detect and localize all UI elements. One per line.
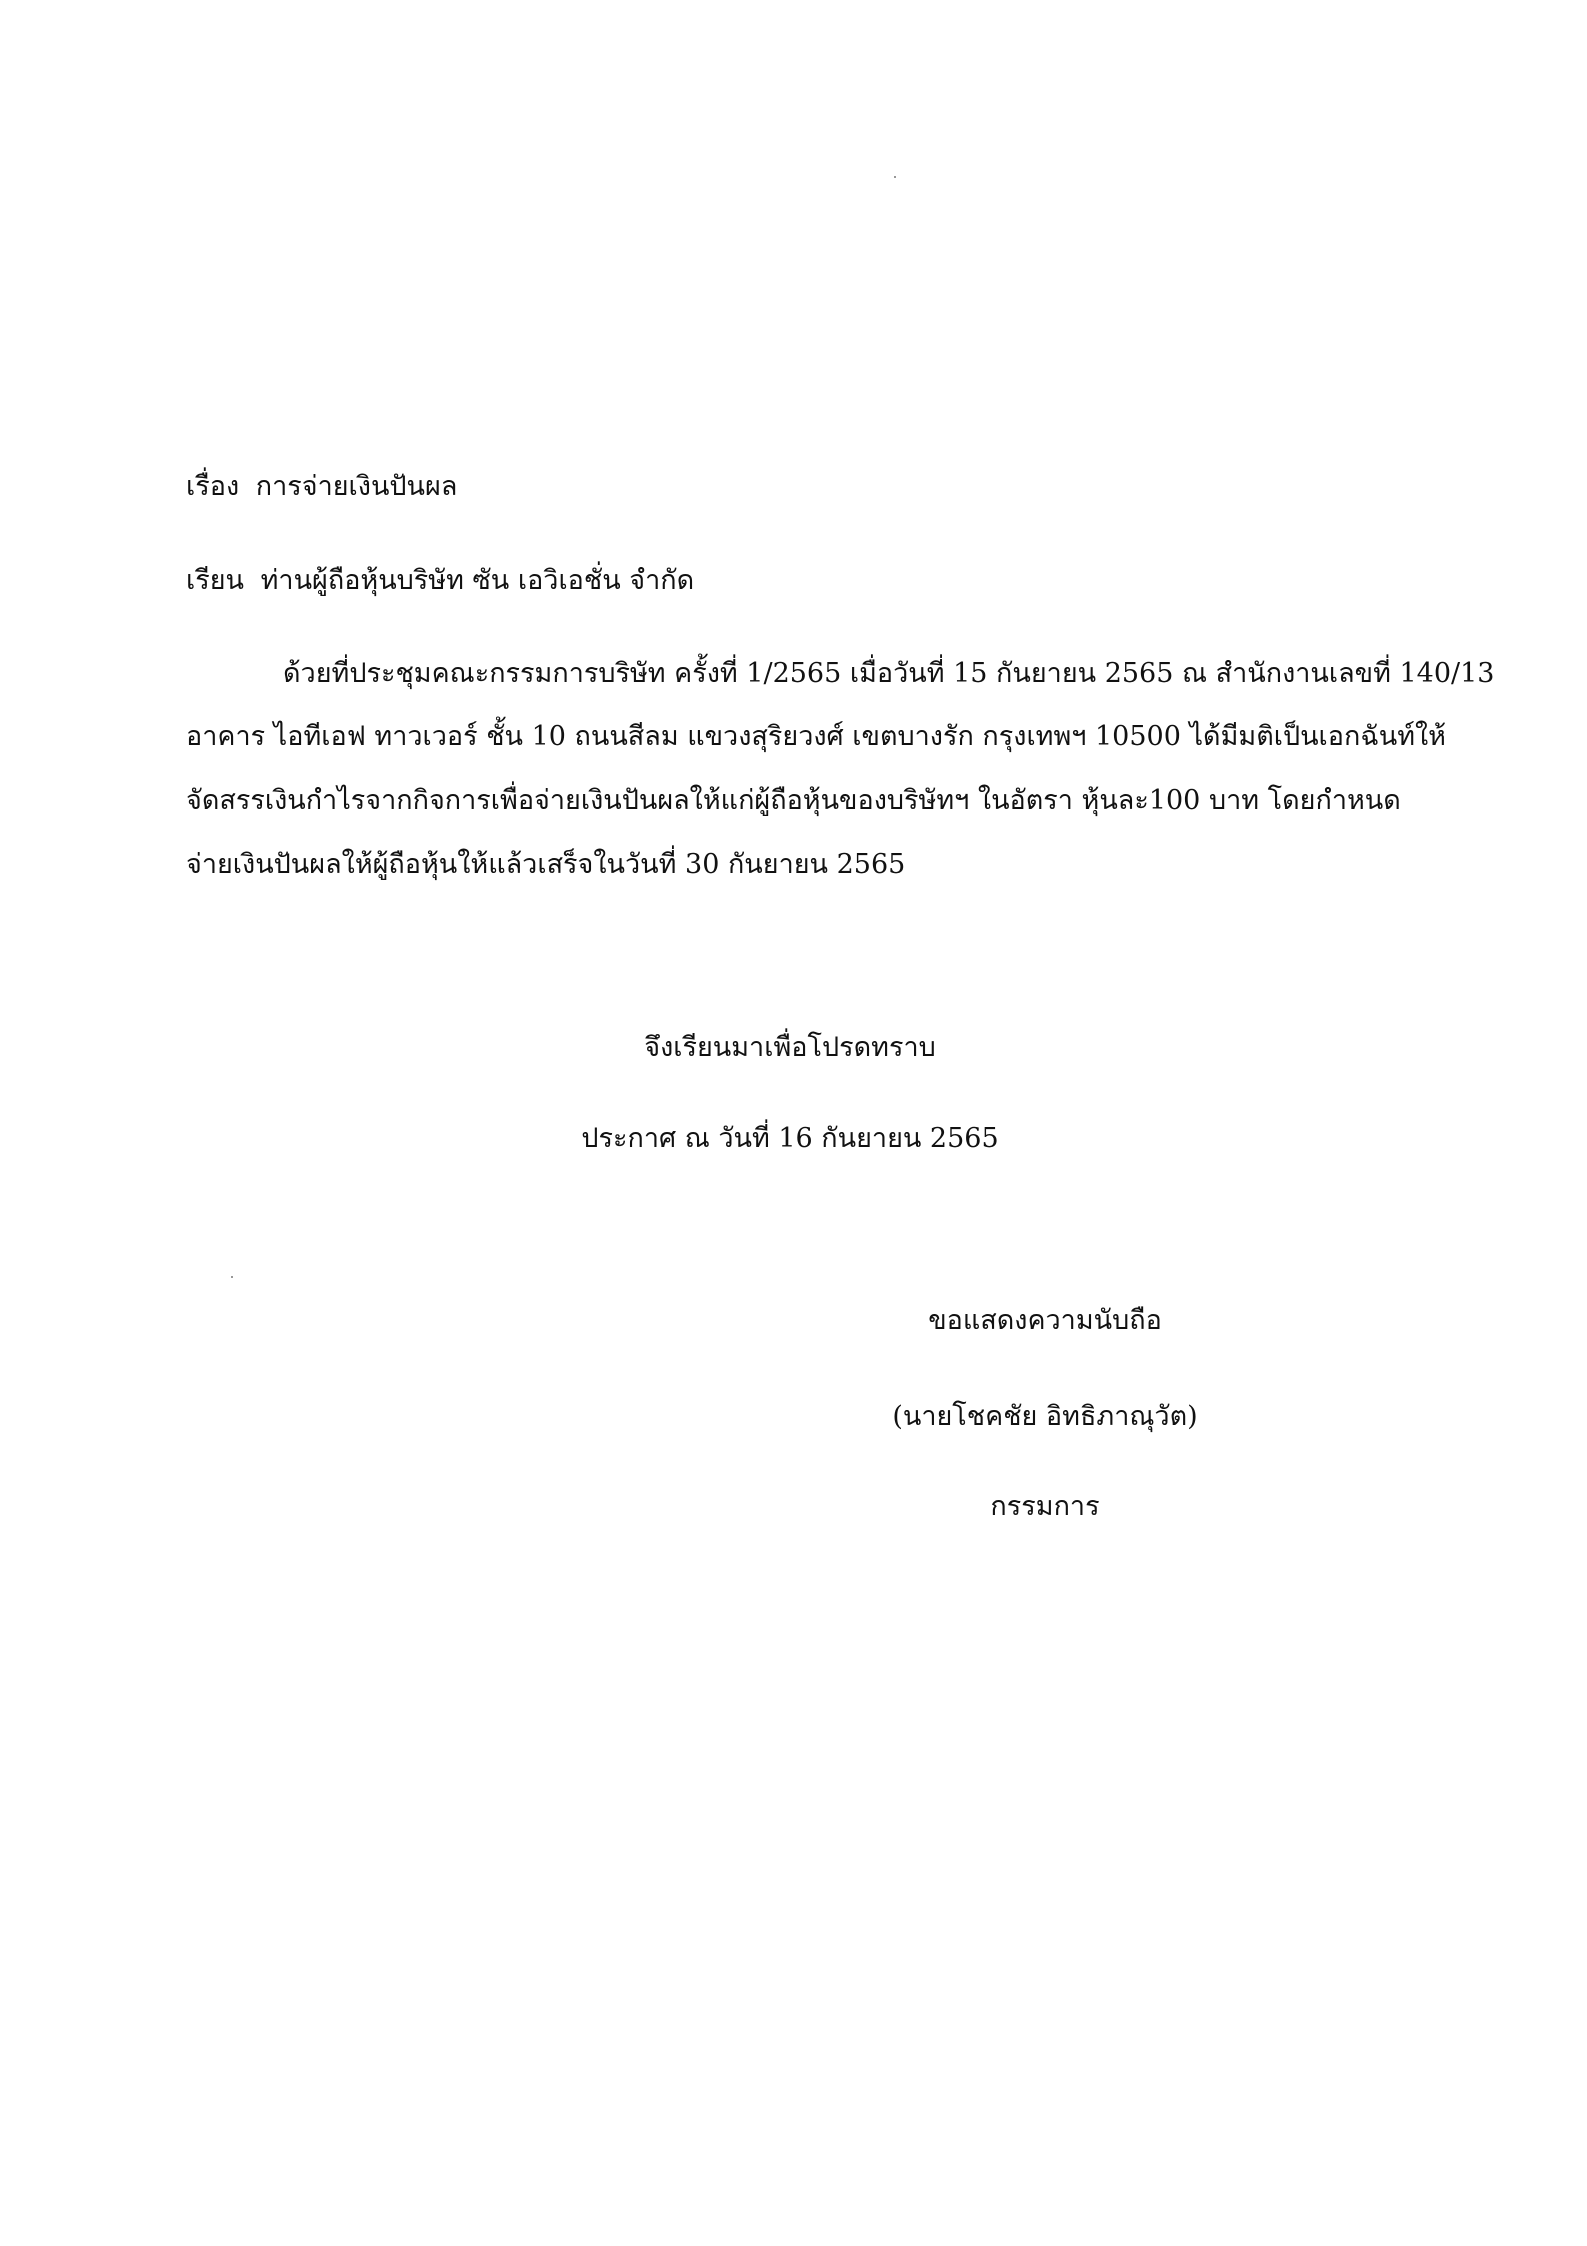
body-line-1: ด้วยที่ประชุมคณะกรรมการบริษัท ครั้งที่ 1/2565 เมื่อวันที่ 15 กันยายน 2565 ณ สำนักงานเลขที่ 140/13: [283, 658, 1495, 689]
body-line-4: จ่ายเงินปันผลให้ผู้ถือหุ้นให้แล้วเสร็จในวันที่ 30 กันยายน 2565: [186, 849, 906, 880]
signature-regards: ขอแสดงความนับถือ: [928, 1305, 1162, 1336]
signatory-title: กรรมการ: [990, 1491, 1100, 1522]
scan-speck: [894, 176, 896, 178]
body-line-3: จัดสรรเงินกำไรจากกิจการเพื่อจ่ายเงินปันผลให้แก่ผู้ถือหุ้นของบริษัทฯ ในอัตรา หุ้นละ100 บาท โดยกำหนด: [186, 785, 1401, 816]
addressee-label: เรียน: [186, 565, 245, 596]
scan-speck: [231, 1276, 233, 1278]
body-line-2: อาคาร ไอทีเอฟ ทาวเวอร์ ชั้น 10 ถนนสีลม แขวงสุริยวงศ์ เขตบางรัก กรุงเทพฯ 10500 ได้มีมติเป็นเอกฉันท์ให้: [186, 721, 1446, 752]
subject-line: [186, 468, 457, 506]
signatory-name: (นายโชคชัย อิทธิภาณุวัต): [892, 1401, 1198, 1432]
addressee-line: [186, 562, 694, 600]
subject-label: เรื่อง: [186, 471, 240, 502]
closing-inform: จึงเรียนมาเพื่อโปรดทราบ: [644, 1032, 936, 1063]
addressee-text: ท่านผู้ถือหุ้นบริษัท ซัน เอวิเอชั่น จำกัด: [260, 565, 695, 596]
subject-text: การจ่ายเงินปันผล: [255, 471, 458, 502]
announcement-date: ประกาศ ณ วันที่ 16 กันยายน 2565: [581, 1123, 999, 1154]
